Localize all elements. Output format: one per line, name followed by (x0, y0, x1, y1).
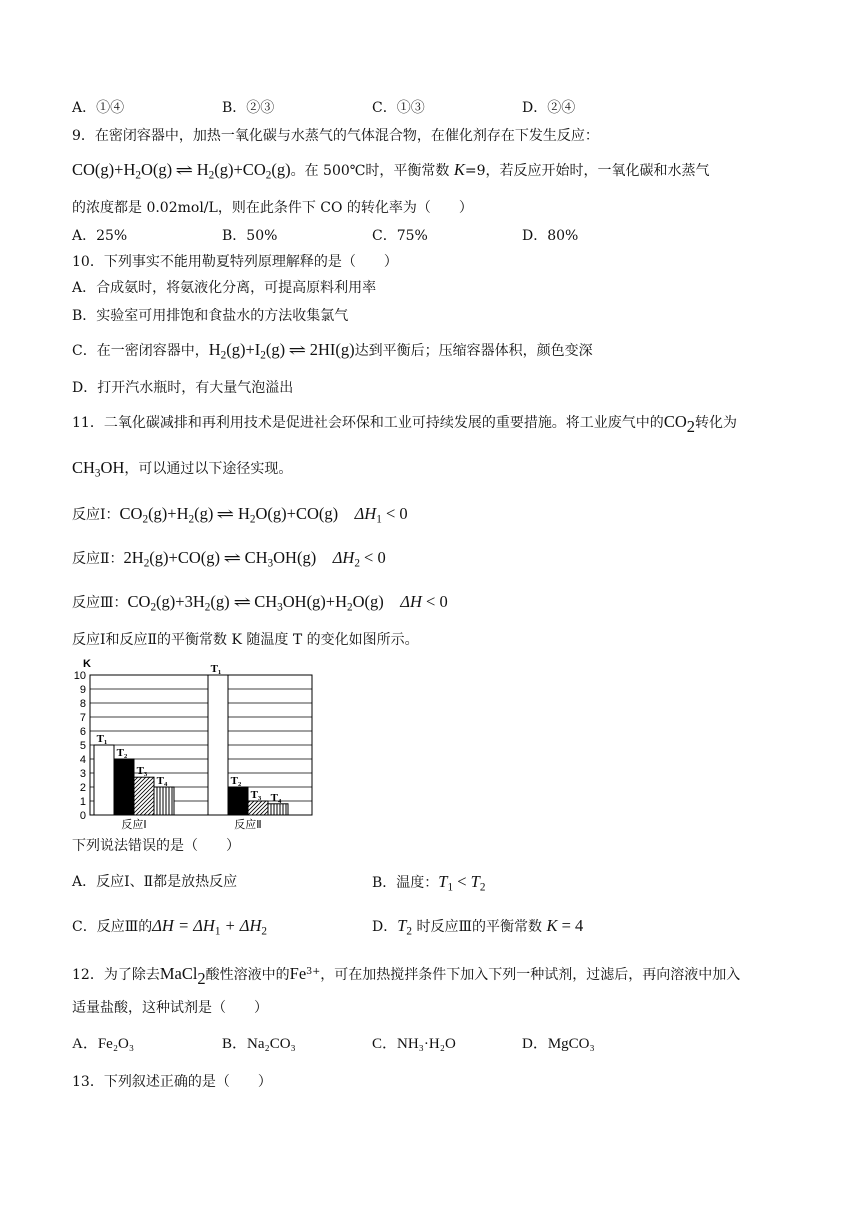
q12-stem-line2: 适量盐酸，这种试剂是（ ） (72, 1000, 268, 1016)
y-tick-label: 5 (79, 740, 86, 752)
y-tick-label: 4 (79, 754, 86, 766)
group-label: 反应Ⅱ (234, 818, 262, 831)
bar (134, 777, 154, 815)
y-tick-label: 2 (79, 782, 86, 794)
q9-option-b: B．50% (222, 228, 278, 244)
q11-figure-caption: 反应Ⅰ和反应Ⅱ的平衡常数 K 随温度 T 的变化如图所示。 (72, 632, 419, 648)
y-tick-label: 6 (79, 726, 86, 738)
bar (94, 745, 114, 815)
q8-option-a: A．①④ (72, 100, 125, 116)
bar (248, 801, 268, 815)
q11-option-c: C．反应Ⅲ的$\Delta H = \Delta H_1 + \Delta H_2$ (72, 916, 268, 938)
bar-label: T₄ (270, 791, 282, 804)
bar (154, 787, 174, 815)
q12-option-a: A．Fe₂O₃ (72, 1036, 135, 1052)
bar-label: T₂ (116, 747, 128, 759)
y-tick-label: 1 (79, 796, 86, 808)
y-tick-label: 3 (79, 768, 86, 780)
q9-option-c: C．75% (372, 228, 428, 244)
bar-label: T₄ (156, 775, 168, 787)
q12-option-c: C．NH₃·H₂O (372, 1036, 456, 1052)
bar-label: T₁ (96, 733, 108, 745)
q8-option-b: B．②③ (222, 100, 275, 116)
q11-stem-line2: $CH_3OH$，可以通过以下途径实现。 (72, 458, 293, 480)
q12-option-d: D．MgCO₃ (522, 1036, 595, 1052)
q8-option-c: C．①③ (372, 100, 425, 116)
q11-reaction-2: 反应Ⅱ：$2H_2(g)+CO(g)$ ⇌ $CH_3OH(g)$ $\Delta H_2 < 0$ (72, 548, 386, 570)
q10-option-d: D．打开汽水瓶时，有大量气泡溢出 (72, 380, 294, 396)
bar (268, 804, 288, 815)
q11-option-a: A．反应Ⅰ、Ⅱ都是放热反应 (72, 874, 238, 890)
q13-stem: 13．下列叙述正确的是（ ） (72, 1074, 272, 1090)
q12-stem-line1: 12．为了除去MaCl$_2$酸性溶液中的$Fe^{3+}$，可在加热搅拌条件下加入下列一种试剂，过滤后，再向溶液中加入 (72, 964, 741, 989)
q10-option-b: B．实验室可用排饱和食盐水的方法收集氯气 (72, 308, 349, 324)
q9-stem-line2: $CO(g)+H_2O(g)$ ⇌ $H_2(g)+CO_2(g)$。在 500℃时，平衡常数 K=9，若反应开始时，一氧化碳和水蒸气 (72, 160, 710, 182)
bar-label: T₃ (136, 765, 148, 778)
y-tick-label: 7 (79, 712, 86, 724)
bar (228, 787, 248, 815)
q11-option-d: D．$T_2$ 时反应Ⅲ的平衡常数 K = 4 (372, 916, 584, 938)
q11-question: 下列说法错误的是（ ） (72, 838, 240, 854)
y-tick-label: 10 (73, 670, 86, 682)
y-tick-label: 9 (79, 684, 86, 696)
q11-option-b: B．温度：$T_1 < T_2$ (372, 872, 486, 894)
q9-stem-line1: 9．在密闭容器中，加热一氧化碳与水蒸气的气体混合物，在催化剂存在下发生反应： (72, 128, 599, 144)
group-label: 反应Ⅰ (121, 818, 147, 831)
q9-option-d: D．80% (522, 228, 579, 244)
equilibrium-constant-bar-chart (60, 655, 330, 833)
y-axis-label: K (83, 658, 91, 670)
q9-option-a: A．25% (72, 228, 128, 244)
bar-label: T₃ (250, 789, 262, 801)
bar (114, 759, 134, 815)
q9-stem-line3: 的浓度都是 0.02mol/L，则在此条件下 CO 的转化率为（ ） (72, 200, 473, 216)
q8-option-d: D．②④ (522, 100, 576, 116)
q10-option-a: A．合成氨时，将氨液化分离，可提高原料利用率 (72, 280, 377, 296)
q10-stem: 10．下列事实不能用勒夏特列原理解释的是（ ） (72, 254, 398, 270)
y-tick-label: 8 (79, 698, 86, 710)
q11-reaction-3: 反应Ⅲ：$CO_2(g)+3H_2(g)$ ⇌ $CH_3OH(g)+H_2O(g)$ ΔH < 0 (72, 592, 448, 614)
y-tick-label: 0 (79, 810, 86, 822)
q11-stem-line1: 11．二氧化碳减排和再利用技术是促进社会环保和工业可持续发展的重要措施。将工业废气中的$CO_2$转化为 (72, 412, 737, 436)
q12-option-b: B．Na₂CO₃ (222, 1036, 296, 1052)
q10-option-c: C．在一密闭容器中，$H_2(g)+I_2(g)$ ⇌ 2HI(g)达到平衡后；压缩容器体积，颜色变深 (72, 340, 593, 362)
bar-label: T₂ (230, 775, 242, 787)
bar (208, 675, 228, 815)
bar-label: T₁ (210, 663, 222, 675)
q11-reaction-1: 反应Ⅰ：$CO_2(g)+H_2(g)$ ⇌ $H_2O(g)+CO(g)$ $\Delta H_1 < 0$ (72, 504, 408, 526)
